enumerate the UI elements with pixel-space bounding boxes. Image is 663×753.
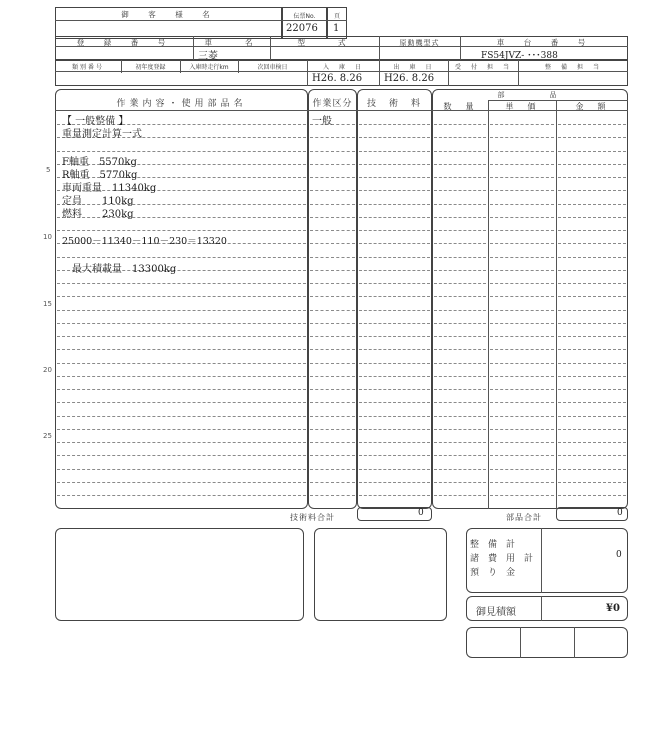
row-divider bbox=[558, 429, 626, 430]
chassis-number-label: 車 台 番 号 bbox=[496, 38, 592, 47]
row-divider bbox=[57, 402, 306, 403]
row-divider bbox=[57, 310, 306, 311]
row-divider bbox=[310, 217, 355, 218]
row-divider bbox=[359, 137, 430, 138]
row-divider bbox=[310, 257, 355, 258]
row-divider bbox=[359, 124, 430, 125]
row-divider bbox=[434, 376, 486, 377]
row-divider bbox=[434, 296, 486, 297]
row-divider bbox=[57, 323, 306, 324]
row-divider bbox=[434, 204, 486, 205]
row-divider bbox=[558, 310, 626, 311]
vehicle-maker-label: 車 名 bbox=[204, 38, 259, 47]
row-divider bbox=[558, 270, 626, 271]
row-divider bbox=[558, 137, 626, 138]
customer-name-label: 御 客 様 名 bbox=[121, 10, 216, 19]
row-divider bbox=[434, 455, 486, 456]
row-divider bbox=[359, 482, 430, 483]
work-item: 車両重量 11340kg bbox=[62, 183, 157, 194]
work-item: 最大積載量 13300kg bbox=[72, 264, 177, 275]
row-divider bbox=[57, 455, 306, 456]
line-number: 15 bbox=[43, 300, 52, 308]
slip-number-label: 伝票No. bbox=[293, 13, 316, 20]
parts-header: 部 品 bbox=[497, 91, 563, 99]
row-divider bbox=[434, 349, 486, 350]
row-divider bbox=[359, 217, 430, 218]
first-registration-label: 初年度登録 bbox=[135, 64, 166, 71]
row-divider bbox=[434, 402, 486, 403]
row-divider bbox=[490, 469, 554, 470]
row-divider bbox=[490, 230, 554, 231]
row-divider bbox=[310, 204, 355, 205]
row-divider bbox=[558, 243, 626, 244]
registration-number-label: 登 録 番 号 bbox=[76, 38, 172, 47]
row-divider bbox=[558, 151, 626, 152]
row-divider bbox=[558, 177, 626, 178]
work-item: F軸重 5570kg bbox=[62, 157, 137, 168]
parts-total-label: 部品合計 bbox=[506, 513, 542, 522]
row-divider bbox=[57, 363, 306, 364]
row-divider bbox=[558, 217, 626, 218]
row-divider bbox=[359, 310, 430, 311]
vehicle-model-label: 型 式 bbox=[297, 38, 352, 47]
unit-price-header: 単 価 bbox=[505, 102, 539, 111]
row-divider bbox=[558, 204, 626, 205]
row-divider bbox=[434, 190, 486, 191]
work-item: 燃料 230kg bbox=[62, 209, 134, 220]
row-divider bbox=[57, 389, 306, 390]
row-divider bbox=[310, 283, 355, 284]
row-divider bbox=[490, 402, 554, 403]
row-divider bbox=[310, 230, 355, 231]
row-divider bbox=[490, 217, 554, 218]
row-divider bbox=[310, 323, 355, 324]
row-divider bbox=[310, 243, 355, 244]
parts-total: 0 bbox=[617, 508, 623, 518]
row-divider bbox=[434, 283, 486, 284]
row-divider bbox=[359, 190, 430, 191]
maintenance-total-label: 整 備 計 bbox=[470, 540, 516, 550]
row-divider bbox=[558, 336, 626, 337]
mechanic-label: 整 備 担 当 bbox=[544, 64, 601, 71]
row-divider bbox=[490, 416, 554, 417]
row-divider bbox=[359, 283, 430, 284]
row-divider bbox=[558, 495, 626, 496]
row-divider bbox=[359, 296, 430, 297]
row-divider bbox=[490, 323, 554, 324]
next-inspection-label: 次回車検日 bbox=[257, 64, 288, 71]
row-divider bbox=[434, 151, 486, 152]
row-divider bbox=[57, 257, 306, 258]
row-divider bbox=[310, 363, 355, 364]
amount-header: 金 額 bbox=[575, 102, 609, 111]
row-divider bbox=[490, 310, 554, 311]
row-divider bbox=[310, 389, 355, 390]
row-divider bbox=[490, 137, 554, 138]
row-divider bbox=[310, 151, 355, 152]
category-column bbox=[308, 89, 357, 509]
row-divider bbox=[434, 230, 486, 231]
row-divider bbox=[359, 416, 430, 417]
row-divider bbox=[558, 402, 626, 403]
estimate-label: 御見積額 bbox=[476, 607, 516, 618]
row-divider bbox=[434, 429, 486, 430]
mileage-label: 入庫時走行km bbox=[189, 64, 229, 71]
row-divider bbox=[57, 442, 306, 443]
row-divider bbox=[490, 389, 554, 390]
remarks-box bbox=[55, 528, 304, 621]
out-date: H26. 8.26 bbox=[384, 73, 435, 84]
type-number-label: 類別番号 bbox=[71, 64, 104, 71]
row-divider bbox=[310, 164, 355, 165]
row-divider bbox=[57, 482, 306, 483]
row-divider bbox=[359, 429, 430, 430]
row-divider bbox=[490, 270, 554, 271]
row-divider bbox=[558, 469, 626, 470]
row-divider bbox=[558, 442, 626, 443]
row-divider bbox=[558, 376, 626, 377]
row-divider bbox=[359, 495, 430, 496]
row-divider bbox=[490, 177, 554, 178]
row-divider bbox=[57, 495, 306, 496]
row-divider bbox=[310, 402, 355, 403]
row-divider bbox=[310, 137, 355, 138]
work-description-header: 作業内容・使用部品名 bbox=[116, 99, 247, 109]
row-divider bbox=[310, 177, 355, 178]
row-divider bbox=[490, 455, 554, 456]
row-divider bbox=[359, 243, 430, 244]
row-divider bbox=[490, 283, 554, 284]
row-divider bbox=[434, 416, 486, 417]
row-divider bbox=[310, 482, 355, 483]
row-divider bbox=[310, 495, 355, 496]
row-divider bbox=[434, 363, 486, 364]
row-divider bbox=[434, 495, 486, 496]
row-divider bbox=[310, 296, 355, 297]
work-item: 定員 110kg bbox=[62, 196, 134, 207]
row-divider bbox=[558, 323, 626, 324]
row-divider bbox=[310, 270, 355, 271]
row-divider bbox=[558, 164, 626, 165]
row-divider bbox=[359, 469, 430, 470]
row-divider bbox=[490, 296, 554, 297]
row-divider bbox=[359, 349, 430, 350]
row-divider bbox=[558, 389, 626, 390]
row-divider bbox=[490, 243, 554, 244]
row-divider bbox=[57, 416, 306, 417]
row-divider bbox=[558, 482, 626, 483]
row-divider bbox=[434, 270, 486, 271]
line-number: 25 bbox=[43, 432, 52, 440]
row-divider bbox=[558, 124, 626, 125]
row-divider bbox=[310, 310, 355, 311]
row-divider bbox=[490, 429, 554, 430]
row-divider bbox=[558, 349, 626, 350]
row-divider bbox=[490, 190, 554, 191]
misc-expenses-label: 諸 費 用 計 bbox=[470, 554, 534, 564]
row-divider bbox=[310, 442, 355, 443]
row-divider bbox=[434, 389, 486, 390]
estimate-value: ¥0 bbox=[606, 603, 620, 614]
row-divider bbox=[359, 257, 430, 258]
line-number: 20 bbox=[43, 366, 52, 374]
row-divider bbox=[359, 164, 430, 165]
row-divider bbox=[57, 349, 306, 350]
work-description-column bbox=[55, 89, 308, 509]
row-divider bbox=[490, 442, 554, 443]
row-divider bbox=[57, 469, 306, 470]
row-divider bbox=[310, 190, 355, 191]
row-divider bbox=[57, 429, 306, 430]
row-divider bbox=[434, 482, 486, 483]
row-divider bbox=[310, 455, 355, 456]
row-divider bbox=[359, 323, 430, 324]
row-divider bbox=[57, 283, 306, 284]
row-divider bbox=[558, 230, 626, 231]
row-divider bbox=[310, 376, 355, 377]
in-date-label: 入 庫 日 bbox=[322, 64, 363, 71]
row-divider bbox=[434, 310, 486, 311]
row-divider bbox=[558, 296, 626, 297]
row-divider bbox=[310, 429, 355, 430]
row-divider bbox=[434, 243, 486, 244]
row-divider bbox=[434, 217, 486, 218]
parts-columns bbox=[432, 89, 628, 509]
row-divider bbox=[490, 363, 554, 364]
row-divider bbox=[434, 442, 486, 443]
row-divider bbox=[490, 124, 554, 125]
row-divider bbox=[490, 336, 554, 337]
row-divider bbox=[310, 336, 355, 337]
tech-fee-total-label: 技術料合計 bbox=[290, 513, 335, 522]
summary-value: 0 bbox=[616, 550, 622, 560]
row-divider bbox=[310, 469, 355, 470]
row-divider bbox=[359, 455, 430, 456]
row-divider bbox=[57, 336, 306, 337]
row-divider bbox=[359, 389, 430, 390]
row-divider bbox=[359, 204, 430, 205]
row-divider bbox=[359, 230, 430, 231]
row-divider bbox=[434, 257, 486, 258]
chassis-number: FS54JVZ- ･･･388 bbox=[481, 51, 558, 61]
row-divider bbox=[434, 137, 486, 138]
slip-number: 22076 bbox=[286, 23, 318, 34]
row-divider bbox=[359, 151, 430, 152]
deposit-label: 預 り 金 bbox=[470, 568, 516, 578]
row-divider bbox=[558, 363, 626, 364]
work-item: 【 一般整備 】 bbox=[62, 116, 129, 127]
row-divider bbox=[490, 164, 554, 165]
reception-staff-label: 受 付 担 当 bbox=[454, 64, 511, 71]
category-header: 作業区分 bbox=[312, 99, 353, 109]
row-divider bbox=[434, 336, 486, 337]
row-divider bbox=[490, 482, 554, 483]
row-divider bbox=[359, 442, 430, 443]
notes-box bbox=[314, 528, 447, 621]
row-divider bbox=[359, 376, 430, 377]
row-divider bbox=[359, 363, 430, 364]
line-number: 10 bbox=[43, 233, 52, 241]
row-divider bbox=[490, 349, 554, 350]
engine-model-label: 原動機型式 bbox=[399, 39, 440, 47]
row-divider bbox=[490, 376, 554, 377]
vehicle-maker: 三菱 bbox=[198, 51, 218, 62]
out-date-label: 出 庫 日 bbox=[393, 64, 434, 71]
row-divider bbox=[434, 124, 486, 125]
row-divider bbox=[359, 177, 430, 178]
row-divider bbox=[359, 270, 430, 271]
line-number: 5 bbox=[46, 166, 51, 174]
row-divider bbox=[490, 204, 554, 205]
work-item: 重量測定計算一式 bbox=[62, 129, 142, 140]
row-divider bbox=[57, 376, 306, 377]
work-category: 一般 bbox=[312, 116, 332, 127]
quantity-header: 数 量 bbox=[443, 102, 477, 111]
row-divider bbox=[558, 455, 626, 456]
row-divider bbox=[558, 416, 626, 417]
row-divider bbox=[490, 495, 554, 496]
row-divider bbox=[490, 151, 554, 152]
page-label: 頁 bbox=[333, 13, 340, 20]
row-divider bbox=[434, 177, 486, 178]
row-divider bbox=[558, 190, 626, 191]
row-divider bbox=[359, 402, 430, 403]
row-divider bbox=[558, 283, 626, 284]
row-divider bbox=[310, 416, 355, 417]
in-date: H26. 8.26 bbox=[312, 73, 363, 84]
row-divider bbox=[57, 296, 306, 297]
row-divider bbox=[434, 469, 486, 470]
row-divider bbox=[310, 349, 355, 350]
page-number: 1 bbox=[333, 23, 340, 34]
work-item: R軸重 5770kg bbox=[62, 170, 138, 181]
tech-fee-header: 技 術 料 bbox=[366, 99, 422, 109]
tech-fee-total: 0 bbox=[418, 508, 424, 518]
tech-fee-column bbox=[357, 89, 432, 509]
row-divider bbox=[57, 151, 306, 152]
row-divider bbox=[434, 323, 486, 324]
row-divider bbox=[57, 230, 306, 231]
row-divider bbox=[558, 257, 626, 258]
stamp-box bbox=[466, 627, 628, 658]
row-divider bbox=[434, 164, 486, 165]
work-item: 25000－11340－110－230＝13320 bbox=[62, 236, 227, 247]
row-divider bbox=[490, 257, 554, 258]
row-divider bbox=[359, 336, 430, 337]
